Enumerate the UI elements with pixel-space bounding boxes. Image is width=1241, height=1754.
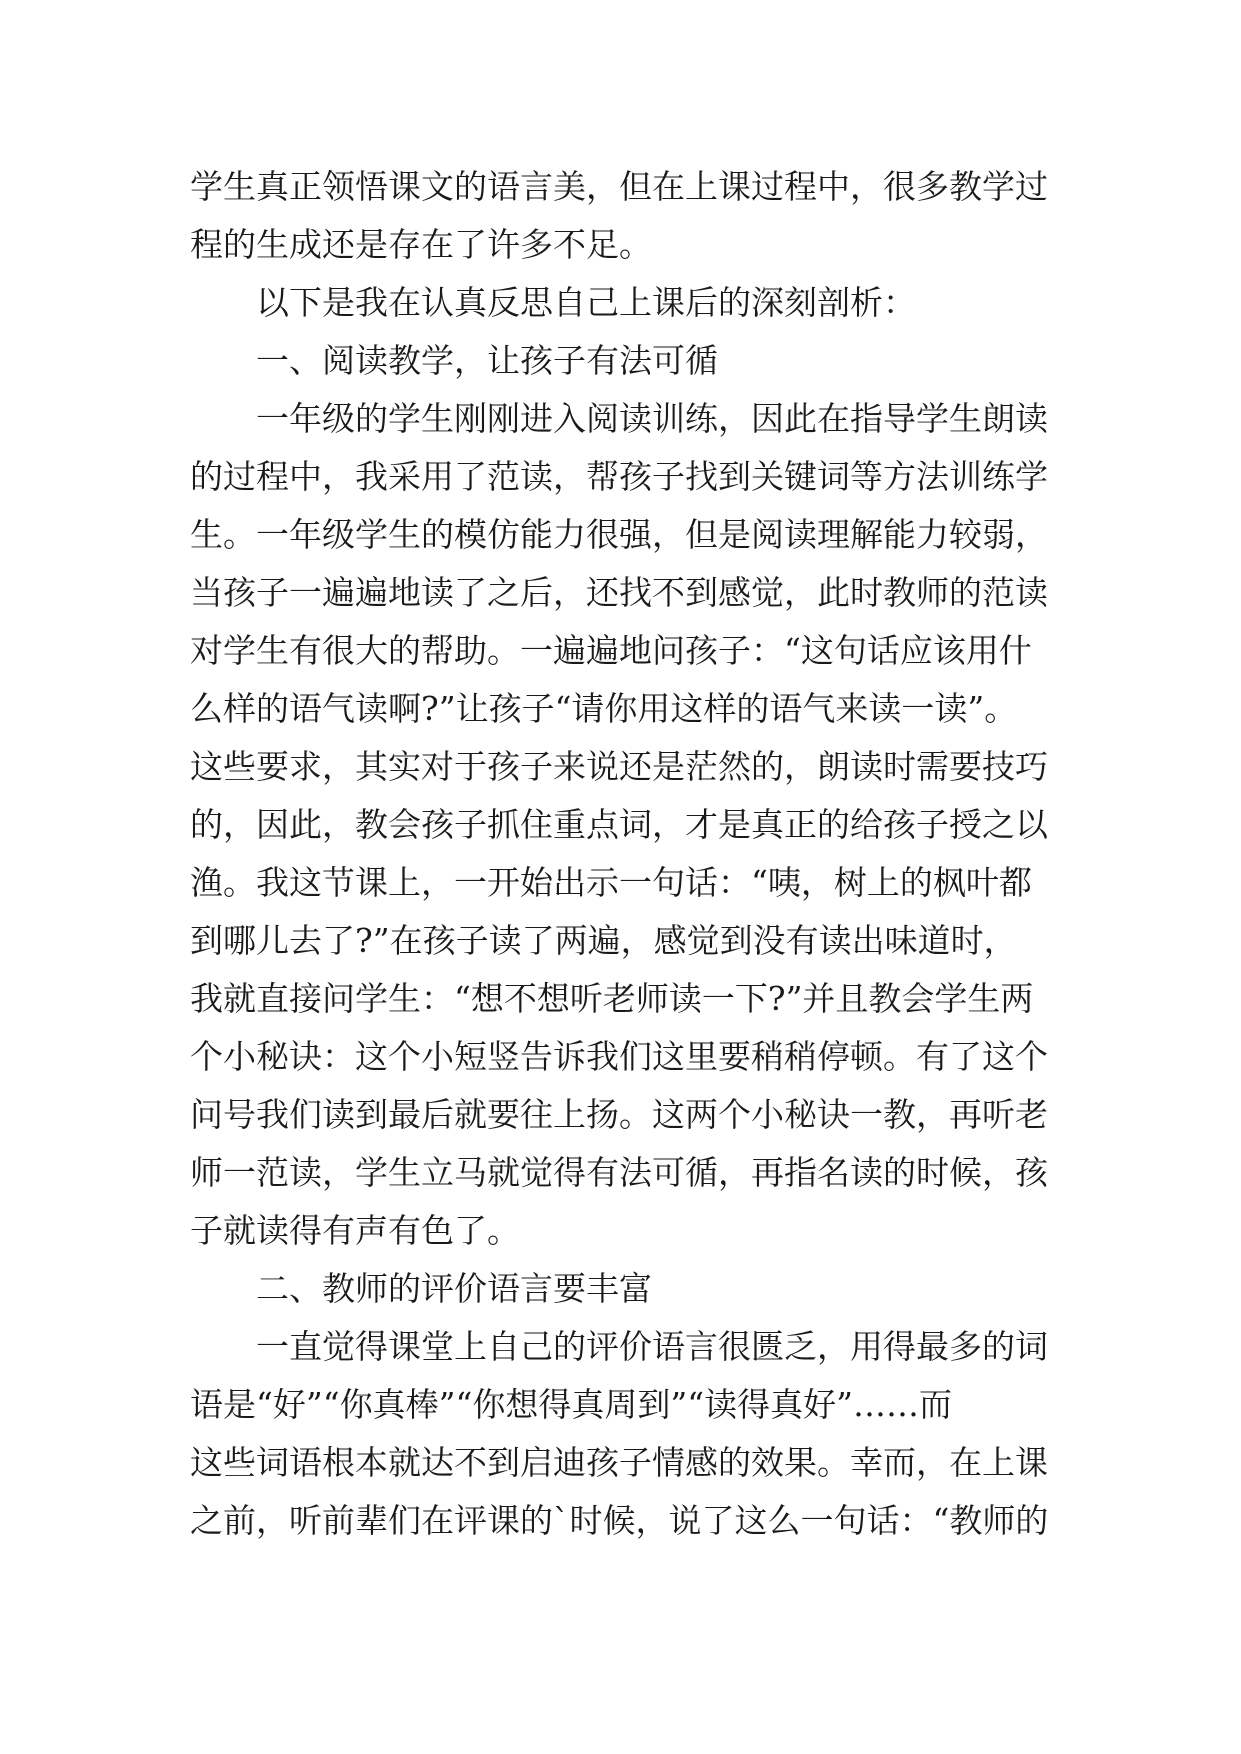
- text-line: 子就读得有声有色了。: [190, 1211, 520, 1250]
- section-heading: 一、阅读教学，让孩子有法可循: [256, 341, 718, 380]
- text-line: 一直觉得课堂上自己的评价语言很匮乏，用得最多的词: [256, 1327, 1048, 1366]
- section-heading: 二、教师的评价语言要丰富: [256, 1269, 652, 1308]
- text-line: 当孩子一遍遍地读了之后，还找不到感觉，此时教师的范读: [190, 573, 1048, 612]
- text-line: 渔。我这节课上，一开始出示一句话：“咦，树上的枫叶都: [190, 863, 1032, 902]
- text-line: 以下是我在认真反思自己上课后的深刻剖析：: [256, 283, 916, 322]
- text-line: 我就直接问学生：“想不想听老师读一下?”并且教会学生两: [190, 979, 1034, 1018]
- text-line: 么样的语气读啊?”让孩子“请你用这样的语气来读一读”。: [190, 689, 1018, 728]
- text-line: 问号我们读到最后就要往上扬。这两个小秘诀一教，再听老: [190, 1095, 1048, 1134]
- text-line: 的过程中，我采用了范读，帮孩子找到关键词等方法训练学: [190, 457, 1048, 496]
- text-line: 学生真正领悟课文的语言美，但在上课过程中，很多教学过: [190, 167, 1048, 206]
- document-body: [190, 158, 1060, 1550]
- text-line: 生。一年级学生的模仿能力很强，但是阅读理解能力较弱，: [190, 515, 1048, 554]
- text-line: 师一范读，学生立马就觉得有法可循，再指名读的时候，孩: [190, 1153, 1048, 1192]
- text-line: 这些要求，其实对于孩子来说还是茫然的，朗读时需要技巧: [190, 747, 1048, 786]
- text-line: 程的生成还是存在了许多不足。: [190, 225, 652, 264]
- text-line: 一年级的学生刚刚进入阅读训练，因此在指导学生朗读: [256, 399, 1048, 438]
- text-line: 之前，听前辈们在评课的`时候，说了这么一句话：“教师的: [190, 1501, 1049, 1540]
- text-line: 到哪儿去了?”在孩子读了两遍，感觉到没有读出味道时，: [190, 921, 1017, 960]
- text-line: 个小秘诀：这个小短竖告诉我们这里要稍稍停顿。有了这个: [190, 1037, 1048, 1076]
- text-line: 对学生有很大的帮助。一遍遍地问孩子：“这句话应该用什: [190, 631, 1032, 670]
- text-line: 语是“好”“你真棒”“你想得真周到”“读得真好”……而: [190, 1385, 952, 1424]
- text-line: 的，因此，教会孩子抓住重点词，才是真正的给孩子授之以: [190, 805, 1048, 844]
- text-line: 这些词语根本就达不到启迪孩子情感的效果。幸而，在上课: [190, 1443, 1048, 1482]
